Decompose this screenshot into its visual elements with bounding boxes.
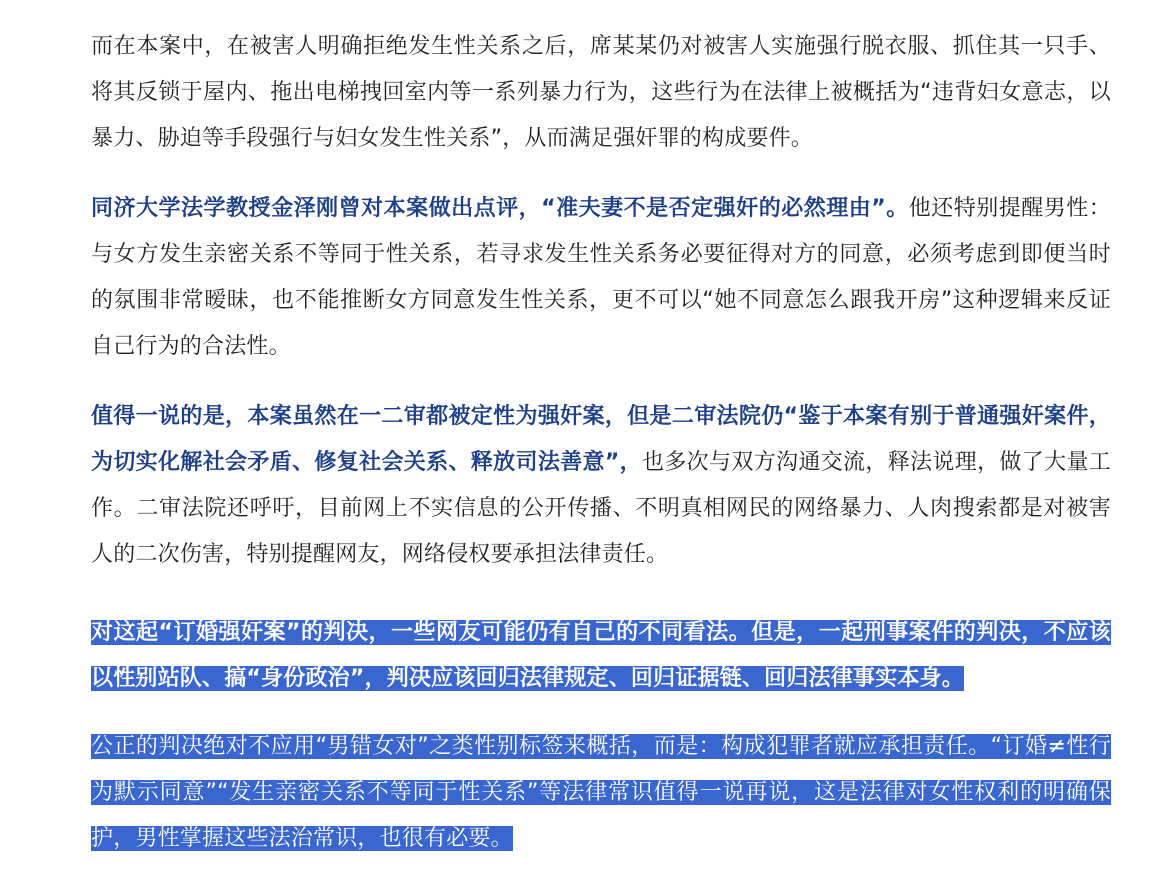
paragraph-1: 而在本案中，在被害人明确拒绝发生性关系之后，席某某仍对被害人实施强行脱衣服、抓住其一只手、将其反锁于屋内、拖出电梯拽回室内等一系列暴力行为，这些行为在法律上被概括为“违背妇女意志，以暴力、胁迫等手段强行与妇女发生性关系”，从而满足强奸罪的构成要件。 [91,34,1111,151]
paragraph-2 [91,186,1111,370]
paragraph-3 [91,394,1111,578]
paragraph-3-emphasis: 值得一说的是，本案虽然在一二审都被定性为强奸案，但是二审法院仍“鉴于本案有别于普通强奸案件，为切实化解社会矛盾、修复社会关系、释放司法善意”， [91,404,1111,475]
selected-text-paragraph-5[interactable]: 公正的判决绝对不应用“男错女对”之类性别标签来概括，而是：构成犯罪者就应承担责任。“订婚≠性行为默示同意”“发生亲密关系不等同于性关系”等法律常识值得一说再说，这是法律对女性权利的明确保护，男性掌握这些法治常识，也很有必要。 [91,734,1111,851]
paragraph-4-selected[interactable] [91,610,1111,702]
paragraph-2-emphasis: 同济大学法学教授金泽刚曾对本案做出点评，“准夫妻不是否定强奸的必然理由”。 [91,196,909,221]
paragraph-2-body: 他还特别提醒男性：与女方发生亲密关系不等同于性关系，若寻求发生性关系务必要征得对方的同意，必须考虑到即便当时的氛围非常暧昧，也不能推断女方同意发生性关系，更不可以“她不同意怎么跟我开房”这种逻辑来反证自己行为的合法性。 [91,196,1111,359]
article-body [91,24,1111,884]
selected-text-paragraph-4[interactable]: 对这起“订婚强奸案”的判决，一些网友可能仍有自己的不同看法。但是，一起刑事案件的判决，不应该以性别站队、搞“身份政治”，判决应该回归法律规定、回归证据链、回归法律事实本身。 [91,620,1111,691]
paragraph-5-selected[interactable] [91,724,1111,862]
paragraph-3-body: 也多次与双方沟通交流，释法说理，做了大量工作。二审法院还呼吁，目前网上不实信息的公开传播、不明真相网民的网络暴力、人肉搜索都是对被害人的二次伤害，特别提醒网友，网络侵权要承担法律责任。 [91,450,1111,567]
